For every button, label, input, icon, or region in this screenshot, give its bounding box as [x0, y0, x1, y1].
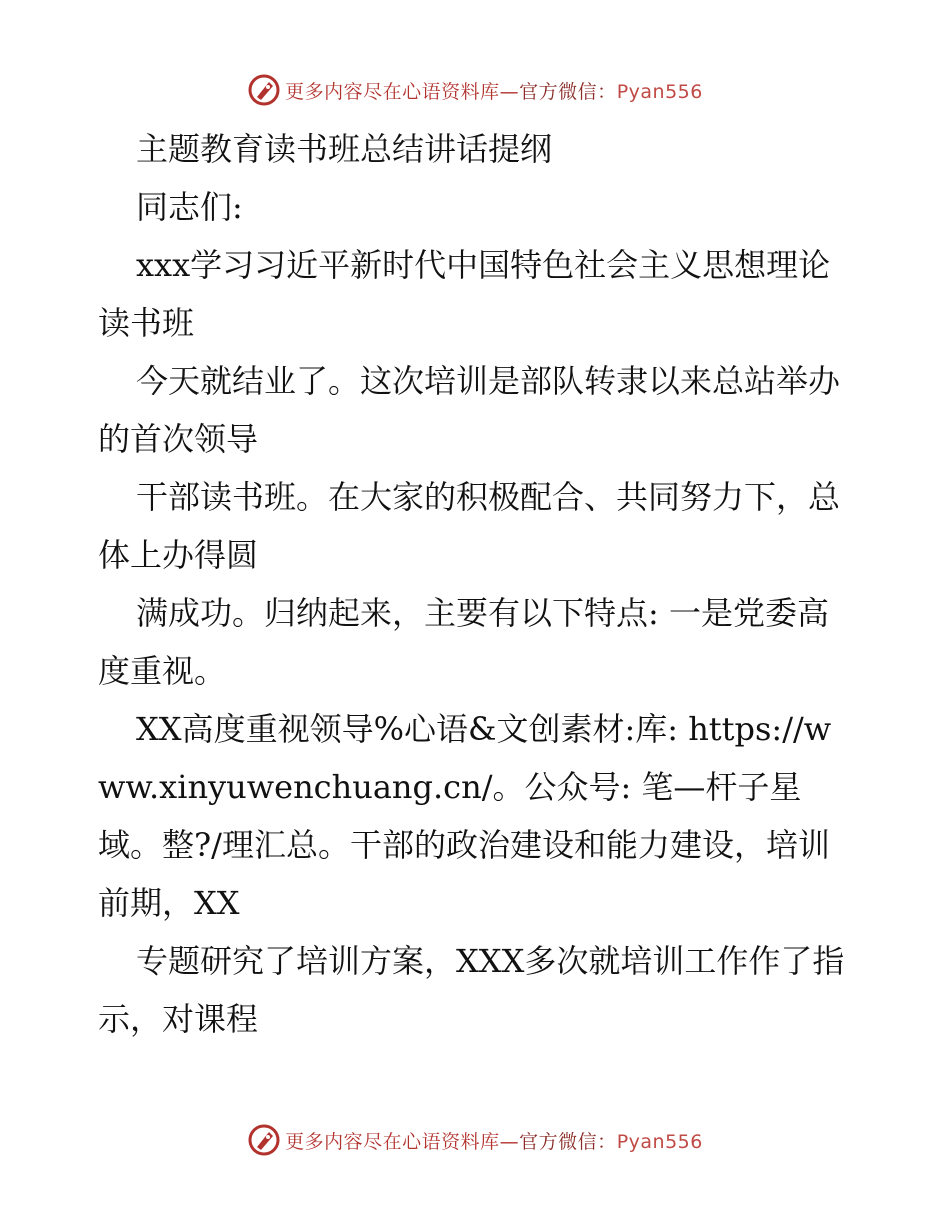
- footer-banner-title: 更多内容尽在心语资料库: [285, 1130, 500, 1153]
- fountain-pen-circle-icon: [247, 1123, 281, 1157]
- footer-banner: [0, 1120, 950, 1160]
- header-banner-title: 更多内容尽在心语资料库: [285, 80, 500, 103]
- footer-banner-official-label: 官方微信：: [519, 1130, 617, 1153]
- header-banner-official-label: 官方微信：: [519, 80, 617, 103]
- header-banner-wechat-id: Pyan556: [616, 80, 703, 103]
- paragraph-3: 干部读书班。在大家的积极配合、共同努力下，总体上办得圆: [98, 478, 841, 574]
- fountain-pen-circle-icon: [247, 73, 281, 107]
- paragraph-1: xxx学习习近平新时代中国特色社会主义思想理论读书班: [98, 246, 831, 342]
- paragraph-4: 满成功。归纳起来，主要有以下特点: 一是党委高度重视。: [98, 594, 829, 690]
- paragraph-salutation: 同志们:: [136, 188, 243, 226]
- header-banner-dash: —: [499, 80, 520, 103]
- paragraph-5: XX高度重视领导%心语&文创素材:库: https://www.xinyuwenchuang.cn/。公众号: 笔—杆子星域。整?/理汇总。干部的政治建设和能力建设，培训前期，XX: [98, 710, 832, 922]
- paragraph-2: 今天就结业了。这次培训是部队转隶以来总站举办的首次领导: [98, 362, 841, 458]
- header-banner-text: [285, 77, 703, 104]
- header-banner: [0, 70, 950, 110]
- header-banner-inner: [247, 73, 703, 107]
- paragraph-6: 专题研究了培训方案，XXX多次就培训工作作了指示，对课程: [98, 942, 845, 1038]
- footer-banner-inner: [247, 1123, 703, 1157]
- footer-banner-wechat-id: Pyan556: [616, 1130, 703, 1153]
- footer-banner-text: [285, 1127, 703, 1154]
- document-body: [98, 120, 858, 1048]
- document-title: 主题教育读书班总结讲话提纲: [136, 130, 553, 168]
- footer-banner-dash: —: [499, 1130, 520, 1153]
